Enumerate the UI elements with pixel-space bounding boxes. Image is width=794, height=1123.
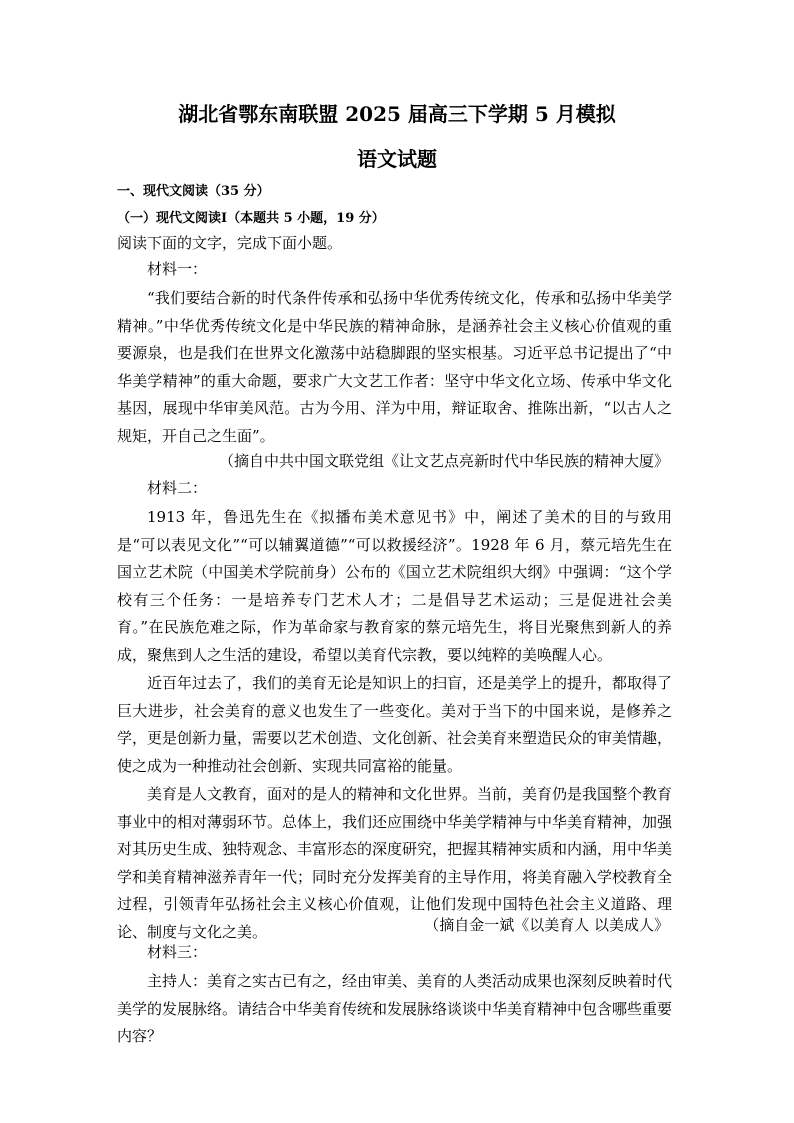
material2-source: （摘自金一斌《以美育人 以美成人》 bbox=[424, 916, 669, 934]
material3-label: 材料三： bbox=[147, 943, 208, 961]
material3-paragraph: 主持人：美育之实古已有之，经由审美、美育的人类活动成果也深刻反映着时代美学的发展脉络。请结合中华美育传统和发展脉络谈谈中华美育精神中包含哪些重要内容？ bbox=[117, 972, 673, 1046]
instruction-text: 阅读下面的文字，完成下面小题。 bbox=[117, 234, 343, 252]
material2-paragraph-2: 近百年过去了，我们的美育无论是知识上的扫盲，还是美学上的提升，都取得了巨大进步，社会美育的意义也发生了一些变化。美对于当下的中国来说，是修养之学，更是创新力量，需要以艺术创造、文化创新、社会美育来塑造民众的审美情趣，使之成为一种推动社会创新、实现共同富裕的能量。 bbox=[117, 674, 673, 775]
material1-paragraph: “我们要结合新的时代条件传承和弘扬中华优秀传统文化，传承和弘扬中华美学精神。”中华优秀传统文化是中华民族的精神命脉，是涵养社会主义核心价值观的重要源泉，也是我们在世界文化激荡中站稳脚跟的坚实根基。习近平总书记提出了“中华美学精神”的重大命题，要求广大文艺工作者：坚守中华文化立场、传承中华文化基因，展现中华审美风范。古为今用、洋为中用，辩证取舍、推陈出新，“以古人之规矩，开自己之生面”。 bbox=[117, 289, 672, 445]
material2-paragraph-1: 1913 年，鲁迅先生在《拟播布美术意见书》中，阐述了美术的目的与致用是“可以表见文化”“可以辅翼道德”“可以救援经济”。1928 年 6 月，蔡元培先生在国立艺术院（中国美术学院前身）公布的《国立艺术院组织大纲》中强调：“这个学校有三个任务：一是培养专门艺术人才；二是倡导艺术运动；三是促进社会美育。”在民族危难之际，作为革命家与教育家的蔡元培先生，将目光聚焦到新人的养成，聚焦到人之生活的建设，希望以美育代宗教，要以纯粹的美唤醒人心。 bbox=[117, 508, 672, 664]
section-subheading: （一）现代文阅读Ⅰ（本题共 5 小题，19 分） bbox=[117, 211, 385, 226]
exam-title: 湖北省鄂东南联盟 2025 届高三下学期 5 月模拟 bbox=[178, 102, 616, 126]
exam-subtitle: 语文试题 bbox=[357, 147, 437, 171]
material1-source: （摘自中共中国文联党组《让文艺点亮新时代中华民族的精神大厦》 bbox=[218, 452, 669, 470]
material1-label: 材料一： bbox=[147, 260, 208, 278]
material2-label: 材料二： bbox=[147, 479, 208, 497]
section-heading: 一、现代文阅读（35 分） bbox=[117, 184, 270, 199]
material2-paragraph-3: 美育是人文教育，面对的是人的精神和文化世界。当前，美育仍是我国整个教育事业中的相对薄弱环节。总体上，我们还应围绕中华美学精神与中华美育精神，加强对其历史生成、独特观念、丰富形态的深度研究，把握其精神实质和内涵，用中华美学和美育精神滋养青年一代；同时充分发挥美育的主导作用，将美育融入学校教育全过程，引领青年弘扬社会主义核心价值观，让他们发现中国特色社会主义道路、理论、制度与文化之美。 bbox=[117, 785, 673, 941]
